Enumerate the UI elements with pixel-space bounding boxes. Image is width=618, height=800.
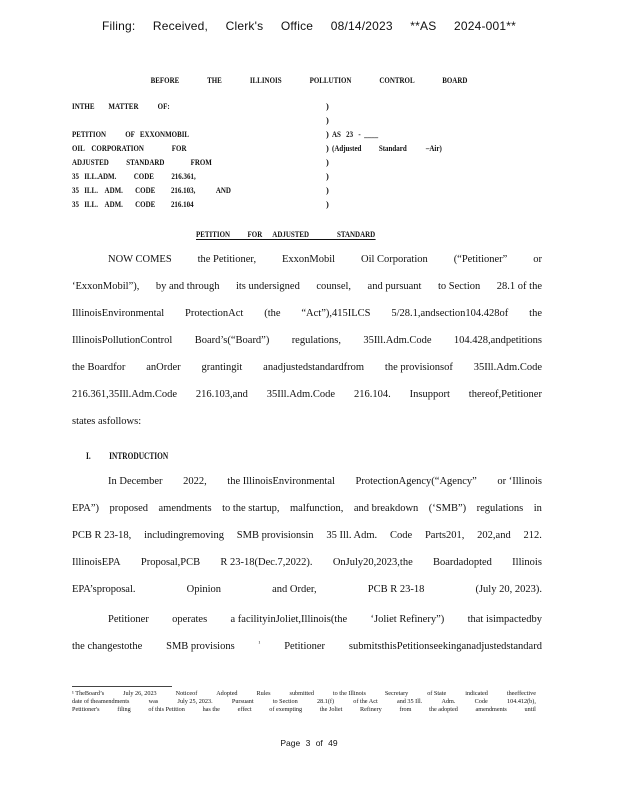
footnote-line [72,706,536,713]
word: the IllinoisEnvironmental [227,476,335,487]
word: PCB R 23-18 [367,584,425,595]
word: SMB provisions [166,641,235,652]
word: Opinion [186,584,222,595]
text-line [72,557,542,568]
caption-line: 35 ILL. ADM. CODE 216.104 [72,199,194,209]
word: 216.361,35Ill.Adm.Code [72,389,177,400]
caption-line: 35 ILL.ADM. CODE 216.361, [72,171,196,181]
page-number: Page 3 of 49 [280,738,338,748]
text-line [72,641,542,653]
word: effect [237,706,252,713]
word: PCB R 23-18, [72,530,132,541]
word: and breakdown [353,503,419,514]
text-line [72,335,542,346]
word: the Petitioner, [197,254,257,265]
word: of State [427,690,447,697]
word: 104.412(b), [507,698,536,705]
word: 35Ill.Adm.Code [363,335,432,346]
word: “Act”),415ILCS [301,308,371,319]
word: 104.428,andpetitions [453,335,542,346]
word: Petitioner [108,614,149,625]
word: July 26, 2023 [123,690,157,697]
word: (‘SMB”) [428,503,467,514]
word: ExxonMobil [281,254,336,265]
word: the Joliet [319,706,343,713]
text-line [72,308,542,319]
word: submitsthisPetitionseekinganadjustedstandard [348,641,542,652]
word: to the Illinois [332,690,366,697]
word: anOrder [146,362,181,373]
word: proposed [109,503,149,514]
caption-line: OIL CORPORATION FOR [72,143,187,153]
word: 28.1(f) [317,698,335,705]
word: indicated [465,690,488,697]
word: of the Act [353,698,378,705]
word: SMB provisionsin [236,530,314,541]
word: Boardadopted [433,557,492,568]
word: to Section [272,698,298,705]
word: until [524,706,536,713]
word: its undersigned [235,281,300,292]
word: grantingit [201,362,243,373]
word: theeffective [506,690,536,697]
word: 35Ill.Adm.Code [473,362,542,373]
text-line [72,503,542,514]
footnote-line [72,690,536,697]
word: of this Petition [148,706,185,713]
caption-line: ADJUSTED STANDARD FROM [72,157,212,167]
board-heading: BEFORE THE ILLINOIS POLLUTION CONTROL BOARD [150,75,468,85]
word: ‘Joliet Refinery”) [370,614,445,625]
caption-paren: ) [326,129,329,139]
word: Rules [256,690,271,697]
text-line [108,476,542,487]
caption-paren: ) [326,157,329,167]
word: operates [172,614,208,625]
word: 35Ill.Adm.Code [266,389,336,400]
word: Code [474,698,488,705]
filing-header: Filing: Received, Clerk's Office 08/14/2023 **AS 2024-001** [101,19,517,33]
word: or ‘Illinois [497,476,542,487]
text-line [72,530,542,541]
in-the-matter: INTHE MATTER OF: [72,101,170,111]
text-line [72,584,542,595]
caption-paren: ) [326,185,329,195]
word: the adopted [429,706,458,713]
word: the [529,308,542,319]
word: includingremoving [144,530,224,541]
word: amendments [475,706,507,713]
caption-paren: ) [326,143,329,153]
caption-line: PETITION OF EXXONMOBIL [72,129,190,139]
text-line [72,362,542,373]
word: (the [264,308,281,319]
word: Secretary [384,690,409,697]
word: Petitioner's [72,706,100,713]
word: states asfollows: [72,416,142,427]
word: and pursuant [367,281,422,292]
word: malfunction, [290,503,344,514]
word: 212. [523,530,542,541]
word: date of theamendments [72,698,130,705]
word: to the startup, [222,503,280,514]
word: 216.103,and [195,389,248,400]
word: the provisionsof [384,362,453,373]
word: In December [108,476,163,487]
word: to Section [437,281,481,292]
word: from [399,706,412,713]
text-line [108,614,542,625]
word: 5/28.1,andsection104.428of [391,308,509,319]
word: 28.1 of the [496,281,542,292]
word: counsel, [316,281,352,292]
word: of exempting [269,706,303,713]
word: IllinoisEPA [72,557,121,568]
word: ProtectionAct [185,308,244,319]
word: regulations, [291,335,341,346]
word: amendments [158,503,212,514]
word: and 35 Ill. [396,698,423,705]
word: IllinoisPollutionControl [72,335,173,346]
word: thereof,Petitioner [468,389,542,400]
word: 2022, [183,476,207,487]
section-heading-introduction: I. INTRODUCTION [86,451,169,461]
caption-paren: ) [326,101,329,111]
word: NOW COMES [108,254,172,265]
word: R 23-18(Dec.7,2022). [220,557,313,568]
word: ‘ExxonMobil”), [72,281,140,292]
word: Oil Corporation [360,254,428,265]
footnote-line [72,698,536,705]
word: OnJuly20,2023,the [332,557,413,568]
word: Illinois [512,557,542,568]
word: 202,and [477,530,511,541]
word: Board’s(“Board”) [194,335,270,346]
text-line [72,389,542,400]
word: Refinery [360,706,382,713]
text-line [72,281,542,292]
caption-paren: ) [326,199,329,209]
word: has the [202,706,220,713]
word: 35 Ill. Adm. [326,530,378,541]
word: ¹ TheBoard’s [72,690,105,697]
text-line [72,416,542,427]
footnote-separator [72,686,172,687]
word: ProtectionAgency(“Agency” [355,476,477,487]
word: EPA’sproposal. [72,584,136,595]
word: that isimpactedby [467,614,542,625]
word: the changestothe [72,641,143,652]
text-line [108,254,542,265]
caption-line: 35 ILL. ADM. CODE 216.103, AND [72,185,231,195]
case-number: AS 23 - ____ [332,129,379,139]
caption-paren: ) [326,115,329,125]
caption-paren: ) [326,171,329,181]
word: a facilityinJoliet,Illinois(the [230,614,348,625]
word: by and through [155,281,220,292]
word: anadjustedstandardfrom [263,362,365,373]
word: Code [389,530,413,541]
word: was [148,698,159,705]
word: in [533,503,542,514]
word: Adm. [441,698,456,705]
word: 216.104. [353,389,391,400]
word: (July 20, 2023). [475,584,542,595]
word: Adopted [216,690,238,697]
word: Noticeof [175,690,198,697]
word: and Order, [272,584,317,595]
word: regulations [476,503,524,514]
word: or [533,254,542,265]
word: July 25, 2023. [177,698,213,705]
word: filing [117,706,131,713]
word: Parts201, [424,530,465,541]
word: submitted [289,690,314,697]
word: IllinoisEnvironmental [72,308,165,319]
word: Petitioner [284,641,326,652]
case-description: (Adjusted Standard –Air) [332,143,442,153]
word: Insupport [409,389,450,400]
word: EPA”) [72,503,100,514]
word: ¹ [258,641,261,647]
petition-title: PETITION FOR ADJUSTED STANDARD [196,229,376,239]
word: Pursuant [231,698,254,705]
word: Proposal,PCB [140,557,201,568]
word: (“Petitioner” [453,254,508,265]
word: the Boardfor [72,362,126,373]
